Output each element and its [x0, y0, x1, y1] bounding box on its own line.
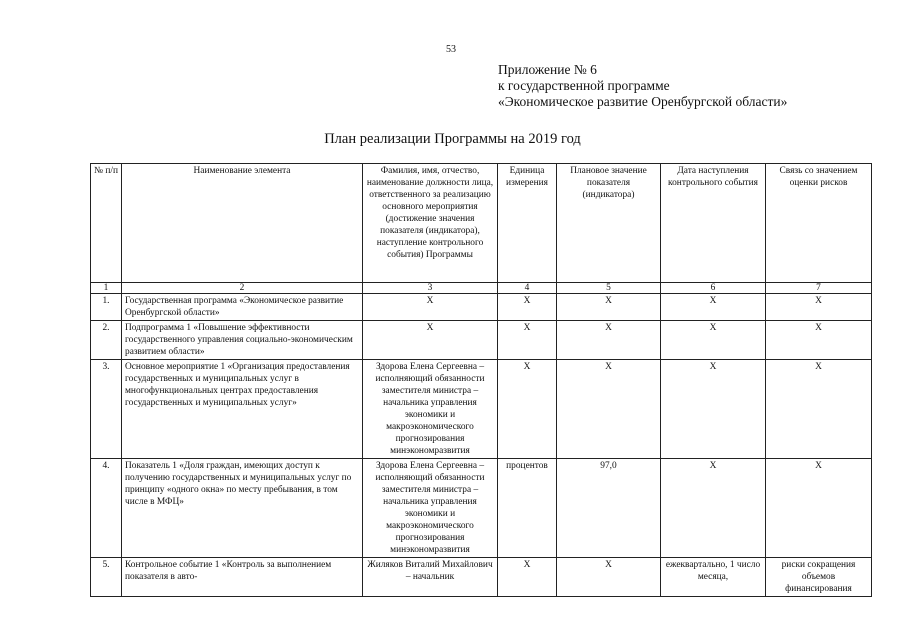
- row-responsible: Здорова Елена Сергеевна – исполняющий обязанности заместителя министра – начальника управления экономики и макроэкономического прогнозирования минэкономразвития: [363, 459, 498, 558]
- row-num: 1.: [91, 294, 122, 321]
- row-risk-link: риски сокращения объемов финансирования: [766, 558, 872, 597]
- row-responsible: X: [363, 294, 498, 321]
- appendix-line-3: «Экономическое развитие Оренбургской области»: [498, 94, 788, 109]
- row-responsible: X: [363, 321, 498, 360]
- appendix-line-1: Приложение № 6: [498, 62, 597, 77]
- row-risk-link: X: [766, 321, 872, 360]
- row-plan-value: X: [557, 360, 661, 459]
- column-number: 5: [557, 283, 661, 294]
- row-num: 2.: [91, 321, 122, 360]
- row-unit: X: [498, 360, 557, 459]
- row-num: 4.: [91, 459, 122, 558]
- row-plan-value: 97,0: [557, 459, 661, 558]
- header-num: № п/п: [91, 164, 122, 283]
- row-risk-link: X: [766, 459, 872, 558]
- table-header-row: [91, 164, 872, 283]
- header-plan-value: Плановое значение показателя (индикатора): [557, 164, 661, 283]
- appendix-line-2: к государственной программе: [498, 78, 670, 93]
- row-responsible: Жиляков Виталий Михайлович – начальник: [363, 558, 498, 597]
- row-element-name: Государственная программа «Экономическое развитие Оренбургской области»: [122, 294, 363, 321]
- appendix-header: [498, 62, 787, 110]
- row-element-name: Подпрограмма 1 «Повышение эффективности государственного управления социально-экономическим развитием области»: [122, 321, 363, 360]
- row-num: 5.: [91, 558, 122, 597]
- table-row: [91, 294, 872, 321]
- row-event-date: X: [661, 459, 766, 558]
- row-event-date: ежеквартально, 1 число месяца,: [661, 558, 766, 597]
- row-element-name: Основное мероприятие 1 «Организация предоставления государственных и муниципальных услуг в многофункциональных центрах предоставления государственных и муниципальных услуг»: [122, 360, 363, 459]
- row-element-name: Контрольное событие 1 «Контроль за выполнением показателя в авто-: [122, 558, 363, 597]
- table-row: [91, 360, 872, 459]
- column-number: 1: [91, 283, 122, 294]
- table-row: [91, 321, 872, 360]
- row-risk-link: X: [766, 294, 872, 321]
- table-row: [91, 558, 872, 597]
- column-number: 3: [363, 283, 498, 294]
- document-title: План реализации Программы на 2019 год: [324, 131, 581, 147]
- row-event-date: X: [661, 321, 766, 360]
- row-plan-value: X: [557, 294, 661, 321]
- row-responsible: Здорова Елена Сергеевна – исполняющий обязанности заместителя министра – начальника управления экономики и макроэкономического прогнозирования минэкономразвития: [363, 360, 498, 459]
- row-unit: X: [498, 321, 557, 360]
- column-number-row: [91, 283, 872, 294]
- row-unit: X: [498, 558, 557, 597]
- page-number: 53: [446, 44, 456, 55]
- row-plan-value: X: [557, 321, 661, 360]
- header-event-date: Дата наступления контрольного события: [661, 164, 766, 283]
- row-num: 3.: [91, 360, 122, 459]
- row-plan-value: X: [557, 558, 661, 597]
- table-row: [91, 459, 872, 558]
- column-number: 4: [498, 283, 557, 294]
- header-responsible: Фамилия, имя, отчество, наименование должности лица, ответственного за реализацию основного мероприятия (достижение значения показателя (индикатора), наступление контрольного события) Программы: [363, 164, 498, 283]
- row-element-name: Показатель 1 «Доля граждан, имеющих доступ к получению государственных и муниципальных услуг по принципу «одного окна» по месту пребывания, в том числе в МФЦ»: [122, 459, 363, 558]
- column-number: 2: [122, 283, 363, 294]
- header-unit: Единица измерения: [498, 164, 557, 283]
- header-risk-link: Связь со значением оценки рисков: [766, 164, 872, 283]
- row-event-date: X: [661, 294, 766, 321]
- header-element-name: Наименование элемента: [122, 164, 363, 283]
- row-unit: процентов: [498, 459, 557, 558]
- row-risk-link: X: [766, 360, 872, 459]
- row-event-date: X: [661, 360, 766, 459]
- row-unit: X: [498, 294, 557, 321]
- column-number: 7: [766, 283, 872, 294]
- column-number: 6: [661, 283, 766, 294]
- plan-table: [90, 163, 872, 597]
